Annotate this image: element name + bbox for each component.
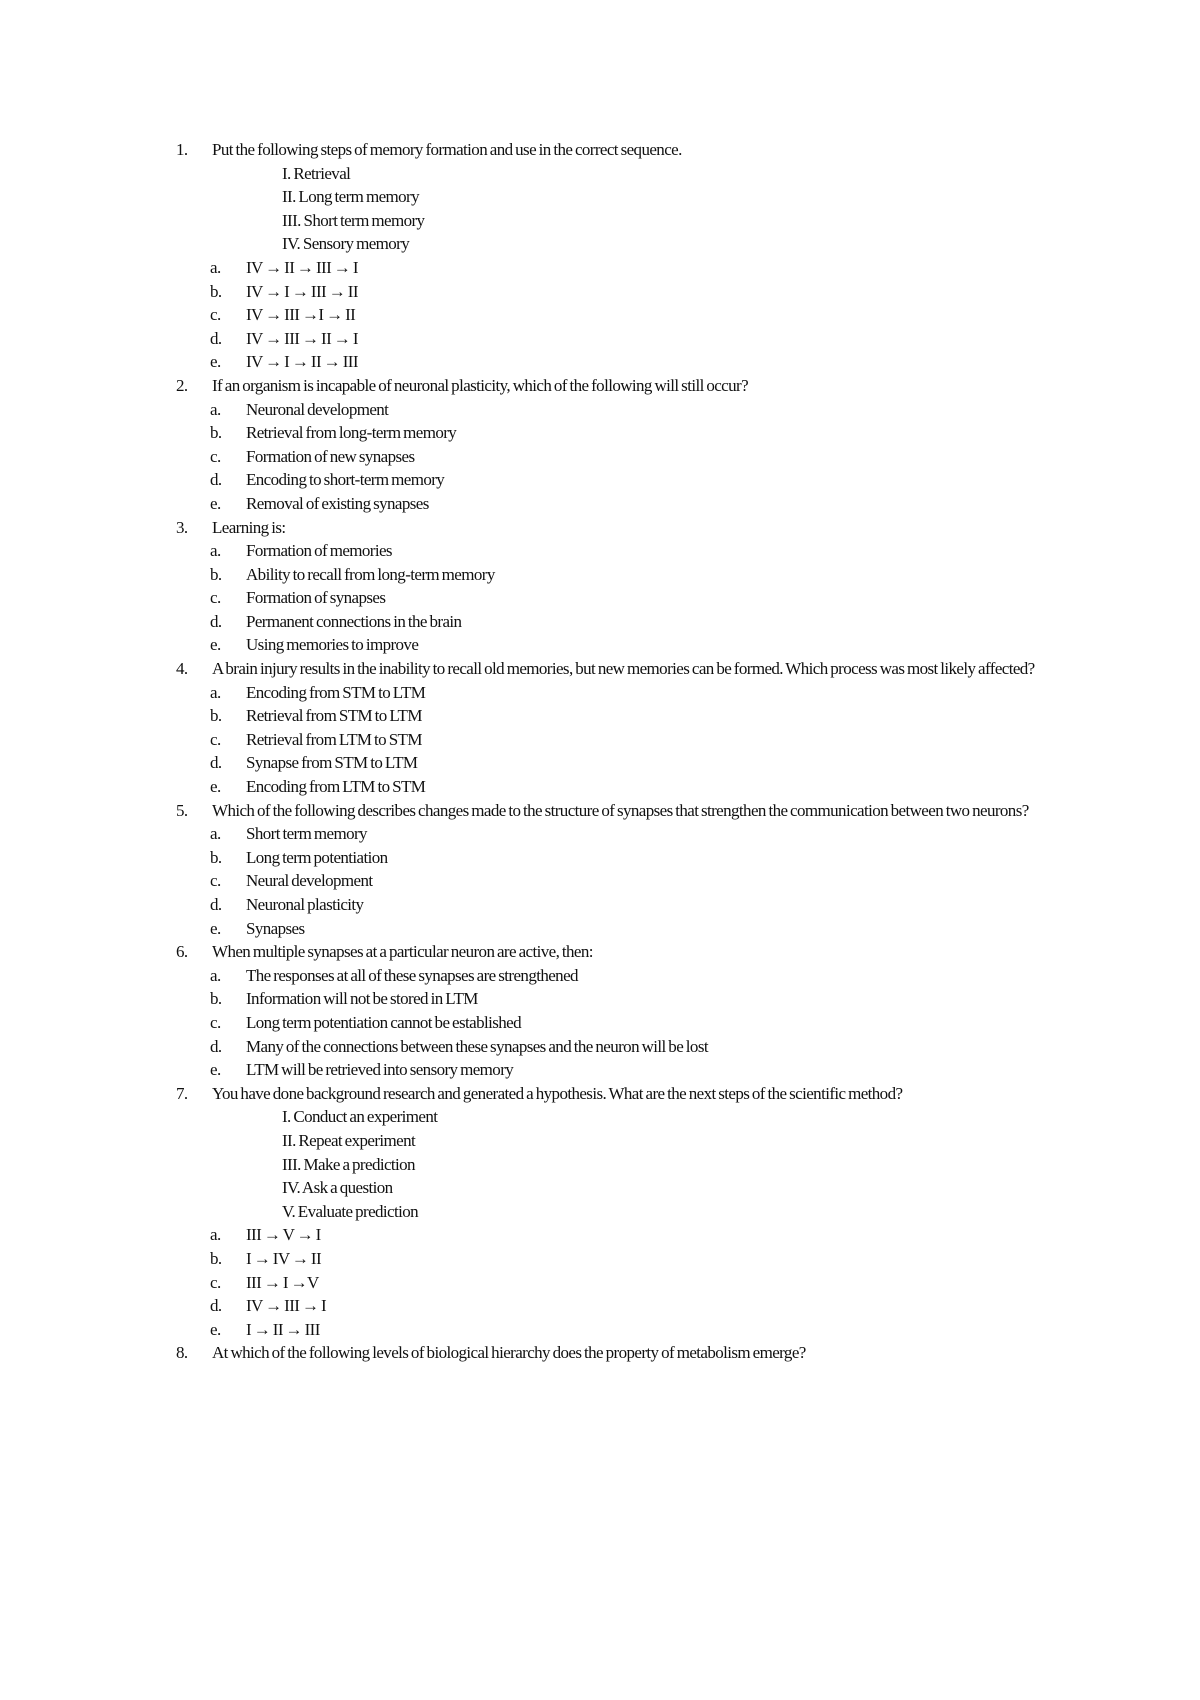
answer-choice xyxy=(176,586,1036,610)
choice-letter: a. xyxy=(210,824,221,844)
answer-choice xyxy=(176,1011,1036,1035)
question-6 xyxy=(176,940,1036,964)
choice-letter: d. xyxy=(210,328,222,348)
choice-letter: d. xyxy=(210,470,222,490)
choice-letter: c. xyxy=(210,729,221,749)
question-3 xyxy=(176,516,1036,540)
choice-text: IV → III →I → II xyxy=(246,305,356,325)
choice-letter: b. xyxy=(210,847,222,867)
choice-letter: c. xyxy=(210,305,221,325)
choice-text: Retrieval from STM to LTM xyxy=(246,706,422,726)
choice-letter: e. xyxy=(210,1060,221,1080)
choice-text: Encoding to short-term memory xyxy=(246,470,445,490)
choice-text: Synapses xyxy=(246,918,305,938)
choice-text: LTM will be retrieved into sensory memory xyxy=(246,1060,514,1080)
question-number: 1. xyxy=(176,140,188,159)
choice-letter: d. xyxy=(210,611,222,631)
answer-choice xyxy=(176,822,1036,846)
answer-choice xyxy=(176,681,1036,705)
choice-letter: b. xyxy=(210,1248,222,1268)
choice-text: Formation of new synapses xyxy=(246,446,415,466)
question-7 xyxy=(176,1082,1036,1224)
choice-text: III → I →V xyxy=(246,1272,319,1292)
question-number: 5. xyxy=(176,800,188,820)
question-2 xyxy=(176,374,1036,398)
choice-letter: e. xyxy=(210,1319,221,1339)
choice-letter: e. xyxy=(210,352,221,372)
choice-letter: b. xyxy=(210,706,222,726)
question-number: 8. xyxy=(176,1343,188,1363)
answer-choice xyxy=(176,327,1036,351)
answer-choice xyxy=(176,893,1036,917)
choice-text: The responses at all of these synapses are strengthened xyxy=(246,965,578,985)
choice-text: IV → I → III → II xyxy=(246,281,358,301)
roman-numeral-list xyxy=(282,1105,1036,1223)
choice-text: III → V → I xyxy=(246,1225,321,1245)
answer-choice xyxy=(176,917,1036,941)
choice-text: IV → III → I xyxy=(246,1296,327,1316)
answer-choice xyxy=(176,256,1036,280)
choice-letter: b. xyxy=(210,989,222,1009)
question-1 xyxy=(176,138,1036,256)
question-text: Put the following steps of memory formation and use in the correct sequence. xyxy=(212,140,682,159)
choice-text: Retrieval from long-term memory xyxy=(246,423,457,443)
roman-numeral-item: II. Repeat experiment xyxy=(282,1130,416,1150)
roman-numeral-item: III. Short term memory xyxy=(282,210,425,230)
answer-choice xyxy=(176,280,1036,304)
answer-choice xyxy=(176,1294,1036,1318)
roman-numeral-item: I. Retrieval xyxy=(282,163,351,183)
choice-text: Many of the connections between these synapses and the neuron will be lost xyxy=(246,1036,708,1056)
choice-text: IV → III → II → I xyxy=(246,328,358,348)
answer-choice xyxy=(176,1271,1036,1295)
answer-choice xyxy=(176,869,1036,893)
choice-letter: d. xyxy=(210,895,222,914)
choice-text: Neural development xyxy=(246,871,373,891)
choice-text: Neuronal development xyxy=(246,399,389,419)
answer-choice xyxy=(176,1247,1036,1271)
choice-text: Using memories to improve xyxy=(246,635,419,655)
roman-numeral-item: I. Conduct an experiment xyxy=(282,1107,438,1127)
choice-text: Information will not be stored in LTM xyxy=(246,989,478,1009)
question-number: 3. xyxy=(176,517,188,537)
question-5 xyxy=(176,799,1036,823)
choice-text: Long term potentiation cannot be established xyxy=(246,1012,521,1032)
choice-text: Long term potentiation xyxy=(246,847,388,867)
choice-letter: c. xyxy=(210,1012,221,1032)
roman-numeral-list xyxy=(282,162,1036,256)
choice-letter: e. xyxy=(210,918,221,938)
choice-text: Ability to recall from long-term memory xyxy=(246,564,495,584)
choice-letter: c. xyxy=(210,871,221,891)
choice-text: I → II → III xyxy=(246,1319,320,1339)
choice-letter: a. xyxy=(210,399,221,419)
answer-choice xyxy=(176,468,1036,492)
choice-letter: a. xyxy=(210,1225,221,1245)
choice-text: Short term memory xyxy=(246,824,367,844)
answer-choice xyxy=(176,1223,1036,1247)
choice-letter: a. xyxy=(210,965,221,985)
answer-choice xyxy=(176,728,1036,752)
question-text: If an organism is incapable of neuronal plasticity, which of the following will still occur? xyxy=(212,375,749,395)
roman-numeral-item: II. Long term memory xyxy=(282,187,420,207)
question-text: At which of the following levels of biological hierarchy does the property of metabolism emerge? xyxy=(212,1343,806,1363)
choice-text: IV → I → II → III xyxy=(246,352,358,372)
choice-letter: d. xyxy=(210,1296,222,1316)
choice-text: Formation of memories xyxy=(246,541,392,561)
question-number: 4. xyxy=(176,659,188,679)
choice-letter: a. xyxy=(210,682,221,702)
answer-choice xyxy=(176,987,1036,1011)
answer-choice xyxy=(176,1035,1036,1059)
answer-choice xyxy=(176,751,1036,775)
choice-text: Neuronal plasticity xyxy=(246,895,364,914)
choice-letter: c. xyxy=(210,1272,221,1292)
answer-choice xyxy=(176,350,1036,374)
choice-text: Encoding from LTM to STM xyxy=(246,777,426,797)
answer-choice xyxy=(176,846,1036,870)
choice-letter: d. xyxy=(210,753,222,773)
answer-choice xyxy=(176,1058,1036,1082)
question-text: A brain injury results in the inability to recall old memories, but new memories can be formed. Which process was most likely affected? xyxy=(212,659,1035,679)
question-number: 2. xyxy=(176,375,188,395)
choice-letter: e. xyxy=(210,635,221,655)
question-text: Learning is: xyxy=(212,517,286,537)
answer-choice xyxy=(176,421,1036,445)
choice-text: IV → II → III → I xyxy=(246,257,358,277)
roman-numeral-item: IV. Sensory memory xyxy=(282,234,410,254)
question-text: Which of the following describes changes made to the structure of synapses that strengthen the communication between two neurons? xyxy=(212,800,1029,820)
choice-text: Removal of existing synapses xyxy=(246,493,429,513)
choice-letter: e. xyxy=(210,493,221,513)
answer-choice xyxy=(176,704,1036,728)
choice-letter: b. xyxy=(210,423,222,443)
choice-letter: b. xyxy=(210,281,222,301)
answer-choice xyxy=(176,633,1036,657)
choice-letter: a. xyxy=(210,257,221,277)
answer-choice xyxy=(176,303,1036,327)
answer-choice xyxy=(176,775,1036,799)
choice-text: Permanent connections in the brain xyxy=(246,611,462,631)
choice-letter: c. xyxy=(210,588,221,608)
question-number: 7. xyxy=(176,1083,188,1103)
choice-text: Formation of synapses xyxy=(246,588,386,608)
question-4 xyxy=(176,657,1036,681)
choice-letter: b. xyxy=(210,564,222,584)
choice-letter: c. xyxy=(210,446,221,466)
choice-text: I → IV → II xyxy=(246,1248,322,1268)
answer-choice xyxy=(176,445,1036,469)
choice-text: Retrieval from LTM to STM xyxy=(246,729,422,749)
question-text: You have done background research and generated a hypothesis. What are the next steps of the scientific method? xyxy=(212,1083,903,1103)
question-8 xyxy=(176,1341,1036,1365)
answer-choice xyxy=(176,539,1036,563)
question-list xyxy=(176,138,1036,1365)
answer-choice xyxy=(176,563,1036,587)
answer-choice xyxy=(176,1318,1036,1342)
choice-text: Encoding from STM to LTM xyxy=(246,682,426,702)
answer-choice xyxy=(176,964,1036,988)
answer-choice xyxy=(176,492,1036,516)
roman-numeral-item: III. Make a prediction xyxy=(282,1154,415,1174)
answer-choice xyxy=(176,610,1036,634)
roman-numeral-item: V. Evaluate prediction xyxy=(282,1201,419,1221)
choice-text: Synapse from STM to LTM xyxy=(246,753,418,773)
choice-letter: a. xyxy=(210,541,221,561)
question-number: 6. xyxy=(176,942,188,962)
choice-letter: d. xyxy=(210,1036,222,1056)
roman-numeral-item: IV. Ask a question xyxy=(282,1178,393,1198)
answer-choice xyxy=(176,398,1036,422)
choice-letter: e. xyxy=(210,777,221,797)
question-text: When multiple synapses at a particular neuron are active, then: xyxy=(212,942,593,962)
